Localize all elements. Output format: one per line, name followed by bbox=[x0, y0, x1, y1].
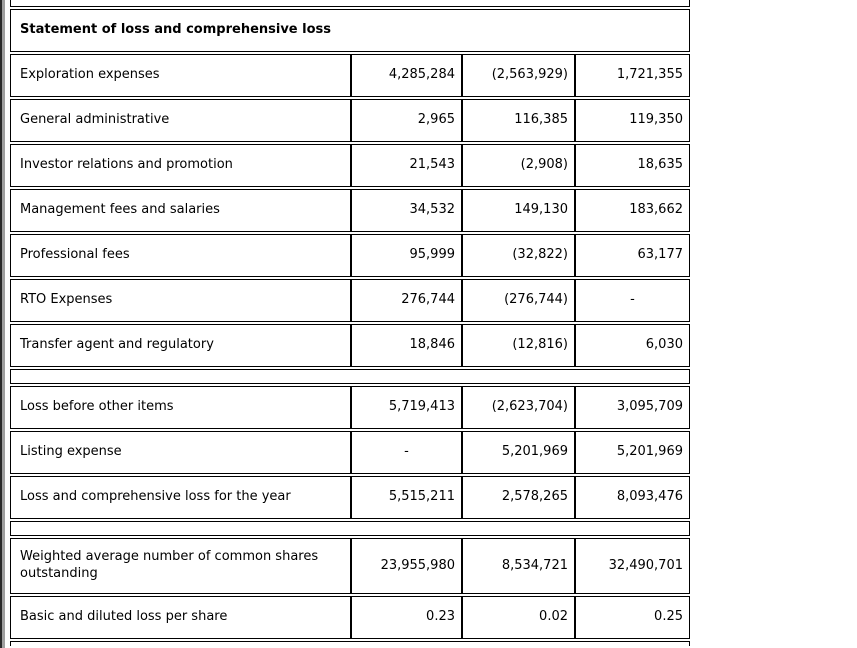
table-row bbox=[10, 386, 690, 429]
row-value-col2: (12,816) bbox=[462, 324, 575, 367]
row-label: Management fees and salaries bbox=[10, 189, 351, 232]
table-spacer-row bbox=[10, 369, 690, 384]
row-value-col3: 63,177 bbox=[575, 234, 690, 277]
row-value-col1: 18,846 bbox=[351, 324, 462, 367]
row-value-col3: 119,350 bbox=[575, 99, 690, 142]
row-value-col1: 2,965 bbox=[351, 99, 462, 142]
row-label: Loss and comprehensive loss for the year bbox=[10, 476, 351, 519]
empty-cell bbox=[10, 369, 690, 384]
row-value-col3: 0.25 bbox=[575, 596, 690, 639]
table-row bbox=[10, 189, 690, 232]
row-value-col1: - bbox=[351, 431, 462, 474]
row-value-col2: 5,201,969 bbox=[462, 431, 575, 474]
row-label: Weighted average number of common shares outstanding bbox=[10, 538, 351, 594]
row-value-col2: 0.02 bbox=[462, 596, 575, 639]
row-label: General administrative bbox=[10, 99, 351, 142]
row-value-col1: 276,744 bbox=[351, 279, 462, 322]
row-label: Listing expense bbox=[10, 431, 351, 474]
row-value-col3: 18,635 bbox=[575, 144, 690, 187]
empty-cell bbox=[10, 641, 690, 646]
table-row bbox=[10, 279, 690, 322]
table-title: Statement of loss and comprehensive loss bbox=[10, 9, 690, 52]
empty-cell bbox=[10, 521, 690, 536]
row-value-col2: (2,908) bbox=[462, 144, 575, 187]
row-label: Transfer agent and regulatory bbox=[10, 324, 351, 367]
table-row bbox=[10, 538, 690, 594]
row-value-col3: 8,093,476 bbox=[575, 476, 690, 519]
table-row bbox=[10, 596, 690, 639]
table-row bbox=[10, 431, 690, 474]
row-label: Loss before other items bbox=[10, 386, 351, 429]
left-page-edge bbox=[0, 0, 5, 648]
row-value-col3: 1,721,355 bbox=[575, 54, 690, 97]
row-value-col3: 183,662 bbox=[575, 189, 690, 232]
table-row bbox=[10, 99, 690, 142]
table-title-row bbox=[10, 9, 690, 52]
row-value-col1: 95,999 bbox=[351, 234, 462, 277]
row-label: RTO Expenses bbox=[10, 279, 351, 322]
row-value-col2: (2,623,704) bbox=[462, 386, 575, 429]
table-row bbox=[10, 324, 690, 367]
row-value-col2: 8,534,721 bbox=[462, 538, 575, 594]
row-value-col1: 4,285,284 bbox=[351, 54, 462, 97]
row-value-col3: - bbox=[575, 279, 690, 322]
table-row bbox=[10, 54, 690, 97]
table-row-clipped-top bbox=[10, 0, 690, 7]
financial-statement-table bbox=[10, 0, 690, 646]
row-label: Exploration expenses bbox=[10, 54, 351, 97]
row-value-col3: 3,095,709 bbox=[575, 386, 690, 429]
row-value-col3: 32,490,701 bbox=[575, 538, 690, 594]
row-value-col1: 5,719,413 bbox=[351, 386, 462, 429]
empty-cell bbox=[10, 0, 690, 7]
row-value-col2: (276,744) bbox=[462, 279, 575, 322]
table-row bbox=[10, 234, 690, 277]
row-value-col2: (32,822) bbox=[462, 234, 575, 277]
row-value-col3: 5,201,969 bbox=[575, 431, 690, 474]
table-row bbox=[10, 144, 690, 187]
row-value-col1: 34,532 bbox=[351, 189, 462, 232]
row-value-col2: (2,563,929) bbox=[462, 54, 575, 97]
table-row bbox=[10, 476, 690, 519]
row-value-col2: 116,385 bbox=[462, 99, 575, 142]
row-label: Basic and diluted loss per share bbox=[10, 596, 351, 639]
row-value-col1: 23,955,980 bbox=[351, 538, 462, 594]
row-value-col1: 0.23 bbox=[351, 596, 462, 639]
table-row-clipped-bottom bbox=[10, 641, 690, 646]
row-value-col3: 6,030 bbox=[575, 324, 690, 367]
row-value-col2: 2,578,265 bbox=[462, 476, 575, 519]
table-spacer-row bbox=[10, 521, 690, 536]
row-value-col1: 5,515,211 bbox=[351, 476, 462, 519]
row-value-col2: 149,130 bbox=[462, 189, 575, 232]
row-label: Investor relations and promotion bbox=[10, 144, 351, 187]
row-label: Professional fees bbox=[10, 234, 351, 277]
row-value-col1: 21,543 bbox=[351, 144, 462, 187]
